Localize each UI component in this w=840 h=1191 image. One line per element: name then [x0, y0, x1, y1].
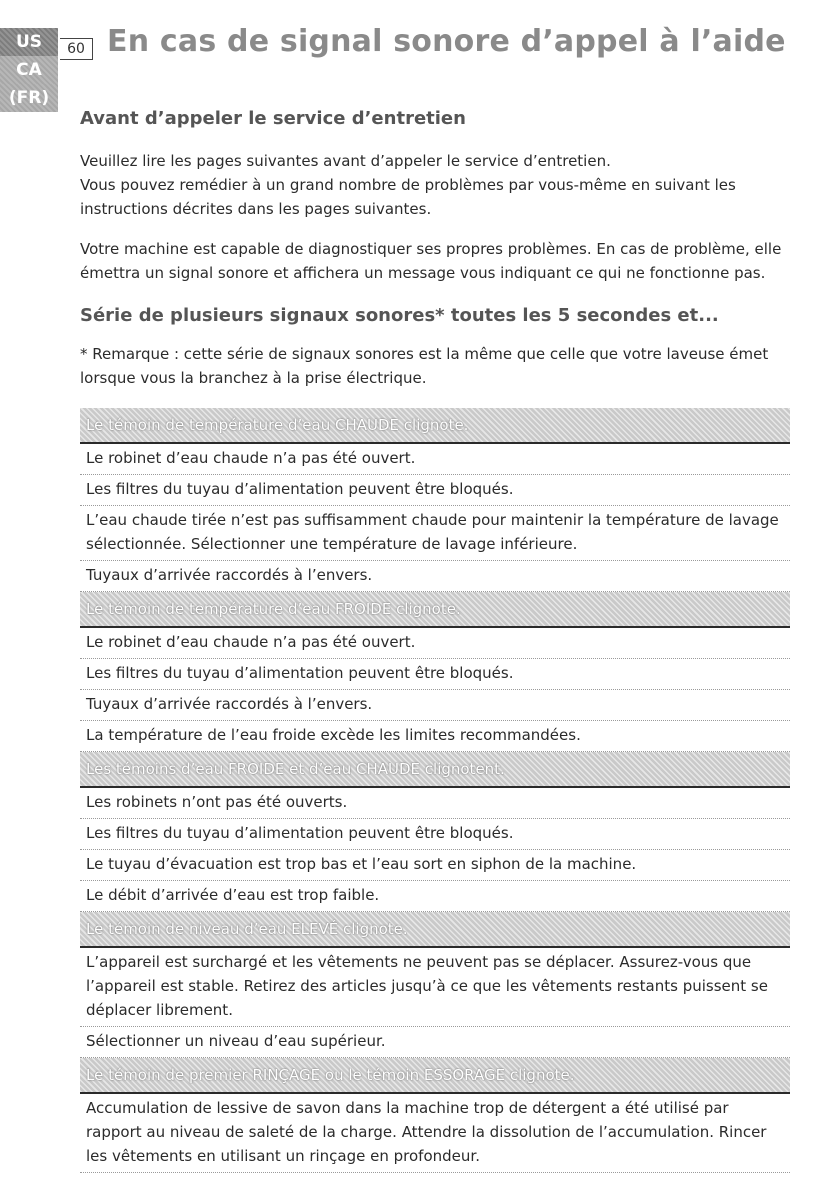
section-title: Le témoin de premier RINÇAGE ou le témoin ESSORAGE clignote. [80, 1058, 790, 1094]
page-number: 60 [60, 38, 93, 60]
section-hot-water [80, 408, 790, 592]
page-content [80, 108, 790, 1173]
beeps-heading: Série de plusieurs signaux sonores* toutes les 5 secondes et... [80, 305, 719, 326]
section-title: Le témoin de température d’eau CHAUDE clignote. [80, 408, 790, 444]
language-tabs [0, 28, 58, 112]
lang-tab-us: US [0, 28, 58, 56]
list-item: Le tuyau d’évacuation est trop bas et l’eau sort en siphon de la machine. [80, 850, 790, 881]
diagnostic-paragraph: Votre machine est capable de diagnostiquer ses propres problèmes. En cas de problème, elle émettra un signal sonore et affichera un message vous indiquant ce qui ne fonctionne pas. [80, 240, 782, 282]
section-title: Le témoin de température d’eau FROIDE clignote. [80, 592, 790, 628]
lang-tab-ca: CA [0, 56, 58, 84]
list-item: L’appareil est surchargé et les vêtements ne peuvent pas se déplacer. Assurez-vous que l’appareil est stable. Retirez des articles jusqu’à ce que les vêtements restants puissent se déplacer librement. [80, 948, 790, 1027]
section-hot-and-cold [80, 752, 790, 912]
list-item: Tuyaux d’arrivée raccordés à l’envers. [80, 690, 790, 721]
lang-tab-fr: (FR) [0, 84, 58, 112]
list-item: Le robinet d’eau chaude n’a pas été ouvert. [80, 628, 790, 659]
list-item: La température de l’eau froide excède les limites recommandées. [80, 721, 790, 752]
section-water-level [80, 912, 790, 1058]
beeps-note: * Remarque : cette série de signaux sonores est la même que celle que votre laveuse émet lorsque vous la branchez à la prise électrique. [80, 345, 769, 387]
list-item: Tuyaux d’arrivée raccordés à l’envers. [80, 561, 790, 592]
page-title: En cas de signal sonore d’appel à l’aide [107, 24, 786, 59]
list-item: L’eau chaude tirée n’est pas suffisamment chaude pour maintenir la température de lavage sélectionnée. Sélectionner une température de lavage inférieure. [80, 506, 790, 561]
list-item: Les robinets n’ont pas été ouverts. [80, 788, 790, 819]
list-item: Les filtres du tuyau d’alimentation peuvent être bloqués. [80, 819, 790, 850]
section-title: Les témoins d’eau FROIDE et d’eau CHAUDE clignotent. [80, 752, 790, 788]
before-service-heading: Avant d’appeler le service d’entretien [80, 108, 466, 129]
section-rinse-spin [80, 1058, 790, 1173]
list-item: Le robinet d’eau chaude n’a pas été ouvert. [80, 444, 790, 475]
intro-paragraph: Veuillez lire les pages suivantes avant d’appeler le service d’entretien. Vous pouvez remédier à un grand nombre de problèmes par vous-même en suivant les instructions décrites dans les pages suivantes. [80, 152, 736, 218]
troubleshooting-sections [80, 408, 790, 1173]
list-item: Le débit d’arrivée d’eau est trop faible. [80, 881, 790, 912]
section-cold-water [80, 592, 790, 752]
list-item: Les filtres du tuyau d’alimentation peuvent être bloqués. [80, 659, 790, 690]
list-item: Sélectionner un niveau d’eau supérieur. [80, 1027, 790, 1058]
list-item: Accumulation de lessive de savon dans la machine trop de détergent a été utilisé par rapport au niveau de saleté de la charge. Attendre la dissolution de l’accumulation. Rincer les vêtements en utilisant un rinçage en profondeur. [80, 1094, 790, 1173]
list-item: Les filtres du tuyau d’alimentation peuvent être bloqués. [80, 475, 790, 506]
section-title: Le témoin de niveau d’eau ELEVÉ clignote. [80, 912, 790, 948]
